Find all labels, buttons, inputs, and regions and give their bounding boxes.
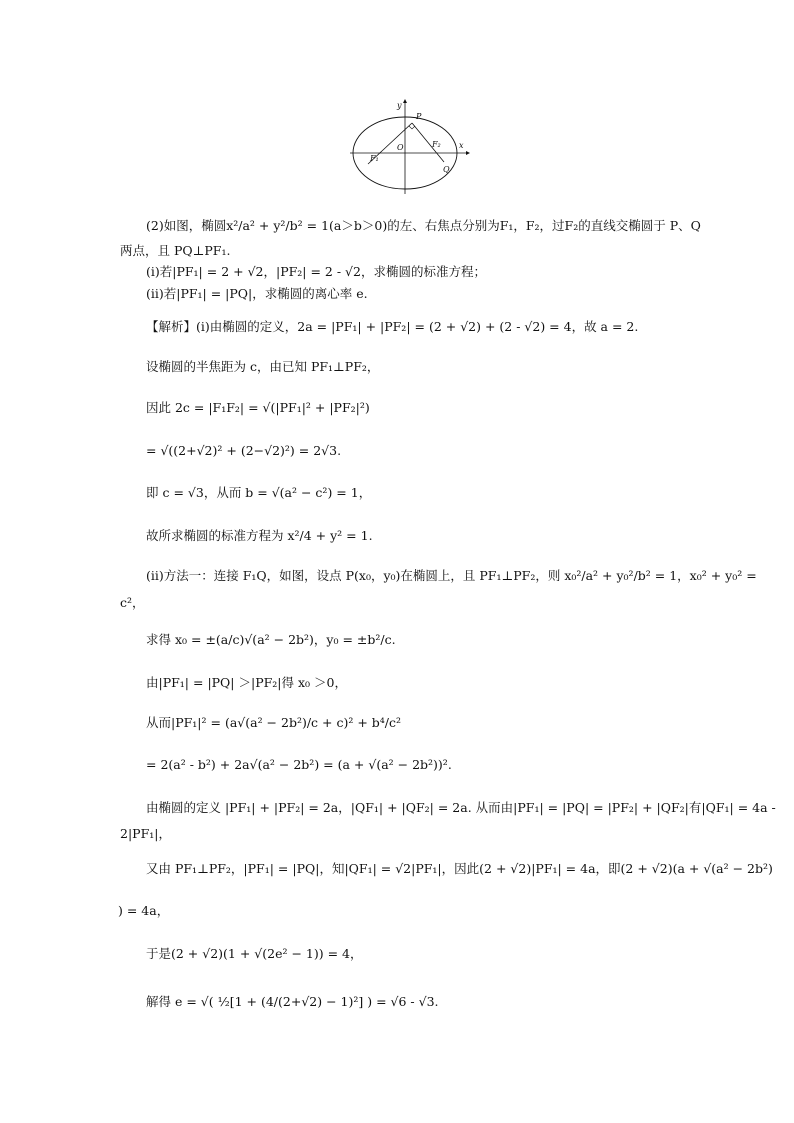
solution-line: 即 c = √3，从而 b = √(a² − c²) = 1， (146, 485, 372, 500)
solution-line: 求得 x₀ = ±(a/c)√(a² − 2b²)，y₀ = ±b²/c. (146, 632, 396, 647)
problem-line-1: (2)如图，椭圆x²/a² + y²/b² = 1(a＞b＞0)的左、右焦点分别为F₁，F₂，过F₂的直线交椭圆于 P、Q (146, 218, 701, 233)
solution-line: (ⅱ)方法一：连接 F₁Q，如图，设点 P(x₀，y₀)在椭圆上，且 PF₁⊥PF₂，则 x₀²/a² + y₀²/b² = 1，x₀² + y₀² = (146, 568, 757, 583)
solution-line: c²， (120, 595, 145, 610)
label-p: P (416, 112, 422, 121)
solution-line: 于是(2 + √2)(1 + √(2e² − 1)) = 4， (146, 946, 363, 961)
solution-line: = √((2+√2)² + (2−√2)²) = 2√3. (146, 443, 342, 458)
solution-line: 【解析】(ⅰ)由椭圆的定义，2a = |PF₁| + |PF₂| = (2 + √2) + (2 - √2) = 4，故 a = 2. (146, 319, 639, 334)
solution-line: 故所求椭圆的标准方程为 x²/4 + y² = 1. (146, 528, 373, 543)
ellipse-figure (346, 98, 472, 198)
label-q: Q (443, 165, 450, 174)
right-angle-marker (409, 126, 415, 129)
label-x: x (459, 141, 464, 150)
label-y: y (397, 101, 402, 110)
label-o: O (397, 143, 404, 152)
solution-line: ) = 4a， (118, 903, 170, 918)
solution-line: 2|PF₁|， (120, 826, 171, 841)
label-f2: F₂ (432, 140, 441, 149)
solution-line: 解得 e = √( ½[1 + (4/(2+√2) − 1)²] ) = √6 - √3. (146, 994, 439, 1009)
x-axis-arrow-icon (466, 151, 470, 155)
solution-line: 设椭圆的半焦距为 c，由已知 PF₁⊥PF₂， (146, 359, 380, 374)
solution-line: 因此 2c = |F₁F₂| = √(|PF₁|² + |PF₂|²) (146, 400, 370, 415)
solution-line: = 2(a² - b²) + 2a√(a² − 2b²) = (a + √(a² − 2b²))². (146, 757, 452, 772)
solution-line: 又由 PF₁⊥PF₂，|PF₁| = |PQ|，知|QF₁| = √2|PF₁|，因此(2 + √2)|PF₁| = 4a，即(2 + √2)(a + √(a² − 2b²) (146, 861, 773, 876)
y-axis-arrow-icon (403, 99, 407, 103)
problem-part-1: (ⅰ)若|PF₁| = 2 + √2，|PF₂| = 2 - √2，求椭圆的标准方程； (146, 264, 486, 279)
solution-line: 从而|PF₁|² = (a√(a² − 2b²)/c + c)² + b⁴/c² (146, 715, 402, 730)
solution-line: 由椭圆的定义 |PF₁| + |PF₂| = 2a，|QF₁| + |QF₂| = 2a. 从而由|PF₁| = |PQ| = |PF₂| + |QF₂|有|QF₁| = 4a - (146, 800, 776, 815)
problem-part-2: (ⅱ)若|PF₁| = |PQ|，求椭圆的离心率 e. (146, 286, 368, 301)
label-f1: F₁ (370, 154, 379, 163)
problem-line-2: 两点，且 PQ⊥PF₁. (120, 243, 231, 258)
solution-line: 由|PF₁| = |PQ| ＞|PF₂|得 x₀ ＞0， (146, 675, 347, 690)
